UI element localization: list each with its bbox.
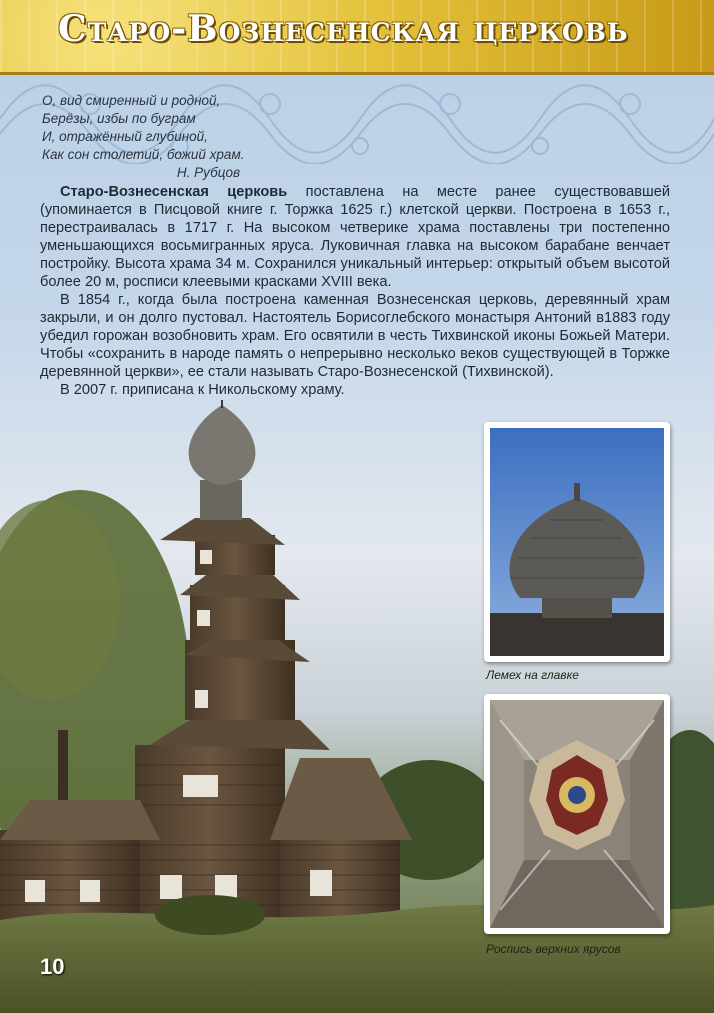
church-name-lead: Старо-Вознесенская церковь xyxy=(60,184,288,200)
epigraph-line: Берёзы, избы по буграм xyxy=(42,111,196,126)
epigraph-author: Н. Рубцов xyxy=(176,165,240,180)
article-body xyxy=(40,183,670,399)
interior-caption: Роспись верхних ярусов xyxy=(486,942,621,956)
bush xyxy=(155,895,265,935)
dome-caption: Лемех на главке xyxy=(486,668,579,682)
paragraph-1-text: поставлена на месте ранее существовавшей (упоминается в Писцовой книге г. Торжка 1625 г.) клетской церкви. Построена в 1653 г., перестраивалась в 1717 г. На высоком четверике храма поставлены три постепенно уменьшающихся восьмигранных яруса. Луковичная главка на высоком барабане венчает постройку. Высота храма 34 м. Сохранился уникальный интерьер: открытый объем высотой более 20 м, росписи клеевыми красками XVIII века. xyxy=(40,184,670,290)
paragraph-1 xyxy=(40,183,670,291)
epigraph-line: О, вид смиренный и родной, xyxy=(42,93,221,108)
epigraph-line: Как сон столетий, божий храм. xyxy=(42,147,245,162)
dome-photo-frame xyxy=(484,422,670,662)
drum xyxy=(200,480,242,520)
paragraph-2: В 1854 г., когда была построена каменная Вознесенская церковь, деревянный храм закрыли, и он долго пустовал. Настоятель Борисоглебского монастыря Антоний в1883 году убедил горожан возобновить храм. Его освятили в честь Тихвинской иконы Божьей Матери. Чтобы «сохранить в народе память о непрерывно несколько веков существующей в Торжке деревянной церкви», ее стали называть Старо-Вознесенской (Тихвинской). xyxy=(40,292,670,380)
title-band xyxy=(0,0,714,75)
paragraph-3: В 2007 г. приписана к Никольскому храму. xyxy=(60,382,345,398)
epigraph xyxy=(42,92,262,182)
onion-dome xyxy=(189,405,256,485)
tier-roof-4 xyxy=(160,518,285,545)
interior-photo xyxy=(490,700,664,928)
epigraph-line: И, отражённый глубиной, xyxy=(42,129,208,144)
porch-roof xyxy=(270,758,412,840)
dome-photo xyxy=(490,428,664,656)
interior-photo-frame xyxy=(484,694,670,934)
page-title: Старо-Вознесенская церковь xyxy=(58,8,629,50)
page-number: 10 xyxy=(40,954,65,979)
